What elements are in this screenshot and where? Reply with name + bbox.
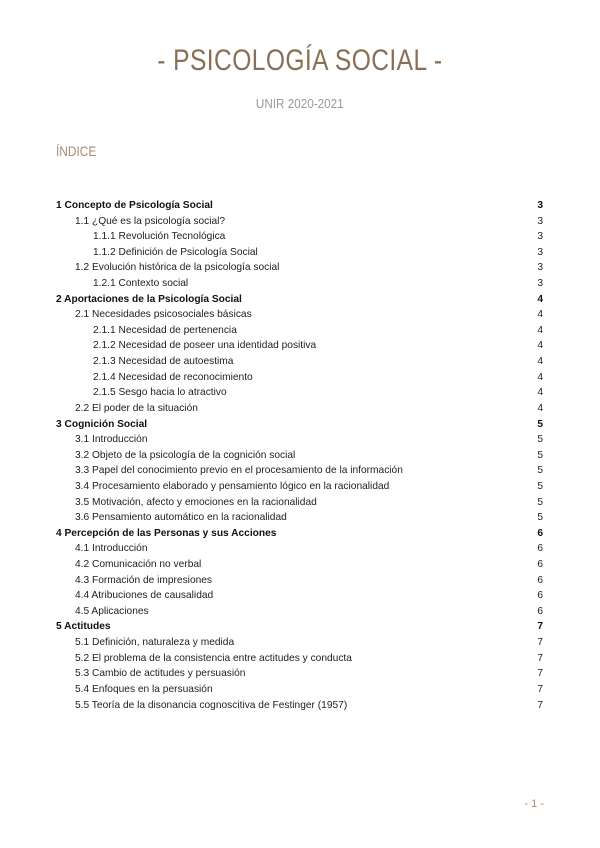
toc-entry-page: 7 [537, 637, 543, 649]
toc-entry-page: 6 [537, 590, 543, 602]
toc-entry[interactable] [56, 651, 543, 667]
toc-entry-page: 4 [537, 387, 543, 399]
toc-entry[interactable] [56, 401, 543, 417]
toc-entry[interactable] [56, 479, 543, 495]
toc-entry[interactable] [56, 698, 543, 714]
toc-entry-title: 2.1.3 Necesidad de autoestima [93, 356, 234, 368]
toc-entry[interactable] [56, 338, 543, 354]
toc-entry-title: 1.1 ¿Qué es la psicología social? [75, 215, 226, 227]
toc-entry[interactable] [56, 541, 543, 557]
toc-entry[interactable] [56, 510, 543, 526]
table-of-contents [56, 198, 543, 713]
toc-entry-title: 5.5 Teoría de la disonancia cognoscitiva de Festinger (1957) [75, 699, 348, 711]
index-heading-text: ÍNDICE [56, 143, 97, 159]
toc-entry-page: 7 [537, 683, 543, 695]
toc-entry-title: 5.3 Cambio de actitudes y persuasión [75, 668, 246, 680]
toc-entry-page: 6 [537, 527, 543, 539]
toc-entry-title: 5.4 Enfoques en la persuasión [75, 683, 213, 695]
toc-entry-page: 6 [537, 543, 543, 555]
toc-entry[interactable] [56, 619, 543, 635]
toc-entry[interactable] [56, 260, 543, 276]
toc-entry-page: 4 [537, 324, 543, 336]
toc-entry[interactable] [56, 292, 543, 308]
toc-entry-title: 5 Actitudes [56, 621, 111, 633]
toc-entry-page: 5 [537, 449, 543, 461]
toc-entry[interactable] [56, 666, 543, 682]
toc-entry[interactable] [56, 385, 543, 401]
toc-entry-title: 1.1.1 Revolución Tecnológica [93, 231, 226, 243]
index-heading [56, 143, 103, 159]
toc-entry[interactable] [56, 370, 543, 386]
page-number: - 1 - [524, 798, 544, 810]
toc-entry-title: 3.5 Motivación, afecto y emociones en la racionalidad [75, 496, 317, 508]
toc-entry-page: 4 [537, 293, 543, 305]
document-title [0, 44, 600, 78]
toc-entry-title: 2.2 El poder de la situación [75, 402, 198, 414]
toc-entry[interactable] [56, 432, 543, 448]
toc-entry-page: 3 [537, 278, 543, 290]
toc-entry-page: 4 [537, 356, 543, 368]
toc-entry-title: 5.2 El problema de la consistencia entre actitudes y conducta [75, 652, 352, 664]
toc-entry-page: 4 [537, 340, 543, 352]
document-title-text: - PSICOLOGÍA SOCIAL - [157, 44, 443, 77]
toc-entry-page: 5 [537, 418, 543, 430]
toc-entry[interactable] [56, 229, 543, 245]
toc-entry-title: 4 Percepción de las Personas y sus Acciones [56, 527, 277, 539]
toc-entry-page: 7 [537, 668, 543, 680]
toc-entry-title: 2.1.2 Necesidad de poseer una identidad positiva [93, 340, 317, 352]
toc-entry[interactable] [56, 495, 543, 511]
toc-entry-page: 3 [537, 246, 543, 258]
toc-entry-title: 4.5 Aplicaciones [75, 605, 149, 617]
toc-entry-title: 3 Cognición Social [56, 418, 148, 430]
toc-entry-page: 5 [537, 512, 543, 524]
toc-entry-title: 2 Aportaciones de la Psicología Social [56, 293, 242, 305]
toc-entry[interactable] [56, 354, 543, 370]
document-subtitle-text: UNIR 2020-2021 [256, 96, 344, 111]
toc-entry[interactable] [56, 417, 543, 433]
toc-entry-page: 5 [537, 465, 543, 477]
toc-entry-title: 1 Concepto de Psicología Social [56, 200, 213, 211]
toc-entry[interactable] [56, 635, 543, 651]
toc-entry[interactable] [56, 463, 543, 479]
toc-entry[interactable] [56, 526, 543, 542]
toc-entry-title: 2.1.1 Necesidad de pertenencia [93, 324, 237, 336]
toc-entry-page: 5 [537, 434, 543, 446]
toc-entry-page: 4 [537, 402, 543, 414]
toc-entry-title: 3.6 Pensamiento automático en la racionalidad [75, 512, 287, 524]
toc-entry-title: 3.4 Procesamiento elaborado y pensamiento lógico en la racionalidad [75, 480, 390, 492]
toc-entry-title: 2.1.4 Necesidad de reconocimiento [93, 371, 253, 383]
toc-entry-page: 7 [537, 652, 543, 664]
toc-entry-page: 4 [537, 371, 543, 383]
toc-entry-title: 4.3 Formación de impresiones [75, 574, 213, 586]
toc-entry[interactable] [56, 323, 543, 339]
toc-entry-page: 3 [537, 215, 543, 227]
toc-entry-title: 4.2 Comunicación no verbal [75, 559, 202, 571]
toc-entry[interactable] [56, 588, 543, 604]
toc-entry-title: 1.1.2 Definición de Psicología Social [93, 246, 258, 258]
toc-entry-page: 3 [537, 200, 543, 211]
toc-entry[interactable] [56, 682, 543, 698]
toc-entry-page: 6 [537, 559, 543, 571]
toc-entry[interactable] [56, 214, 543, 230]
toc-entry-page: 5 [537, 496, 543, 508]
toc-entry[interactable] [56, 557, 543, 573]
toc-entry-title: 3.3 Papel del conocimiento previo en el procesamiento de la información [75, 465, 403, 477]
toc-entry[interactable] [56, 276, 543, 292]
toc-entry-page: 7 [537, 699, 543, 711]
toc-entry[interactable] [56, 604, 543, 620]
toc-entry[interactable] [56, 573, 543, 589]
toc-entry-title: 4.4 Atribuciones de causalidad [75, 590, 214, 602]
toc-entry-page: 6 [537, 605, 543, 617]
toc-entry-title: 3.1 Introducción [75, 434, 148, 446]
toc-entry-page: 5 [537, 480, 543, 492]
toc-entry-page: 7 [537, 621, 543, 633]
toc-entry-page: 6 [537, 574, 543, 586]
toc-entry-title: 4.1 Introducción [75, 543, 148, 555]
toc-entry-title: 1.2.1 Contexto social [93, 278, 189, 290]
toc-entry[interactable] [56, 245, 543, 261]
toc-entry-title: 2.1 Necesidades psicosociales básicas [75, 309, 252, 321]
toc-entry[interactable] [56, 448, 543, 464]
toc-entry[interactable] [56, 198, 543, 214]
toc-entry-page: 3 [537, 262, 543, 274]
toc-entry-title: 5.1 Definición, naturaleza y medida [75, 637, 235, 649]
toc-entry-title: 1.2 Evolución histórica de la psicología social [75, 262, 280, 274]
toc-entry-title: 3.2 Objeto de la psicología de la cognición social [75, 449, 296, 461]
toc-entry-page: 4 [537, 309, 543, 321]
toc-entry-title: 2.1.5 Sesgo hacia lo atractivo [93, 387, 227, 399]
document-subtitle [0, 96, 600, 111]
toc-entry-page: 3 [537, 231, 543, 243]
toc-entry[interactable] [56, 307, 543, 323]
